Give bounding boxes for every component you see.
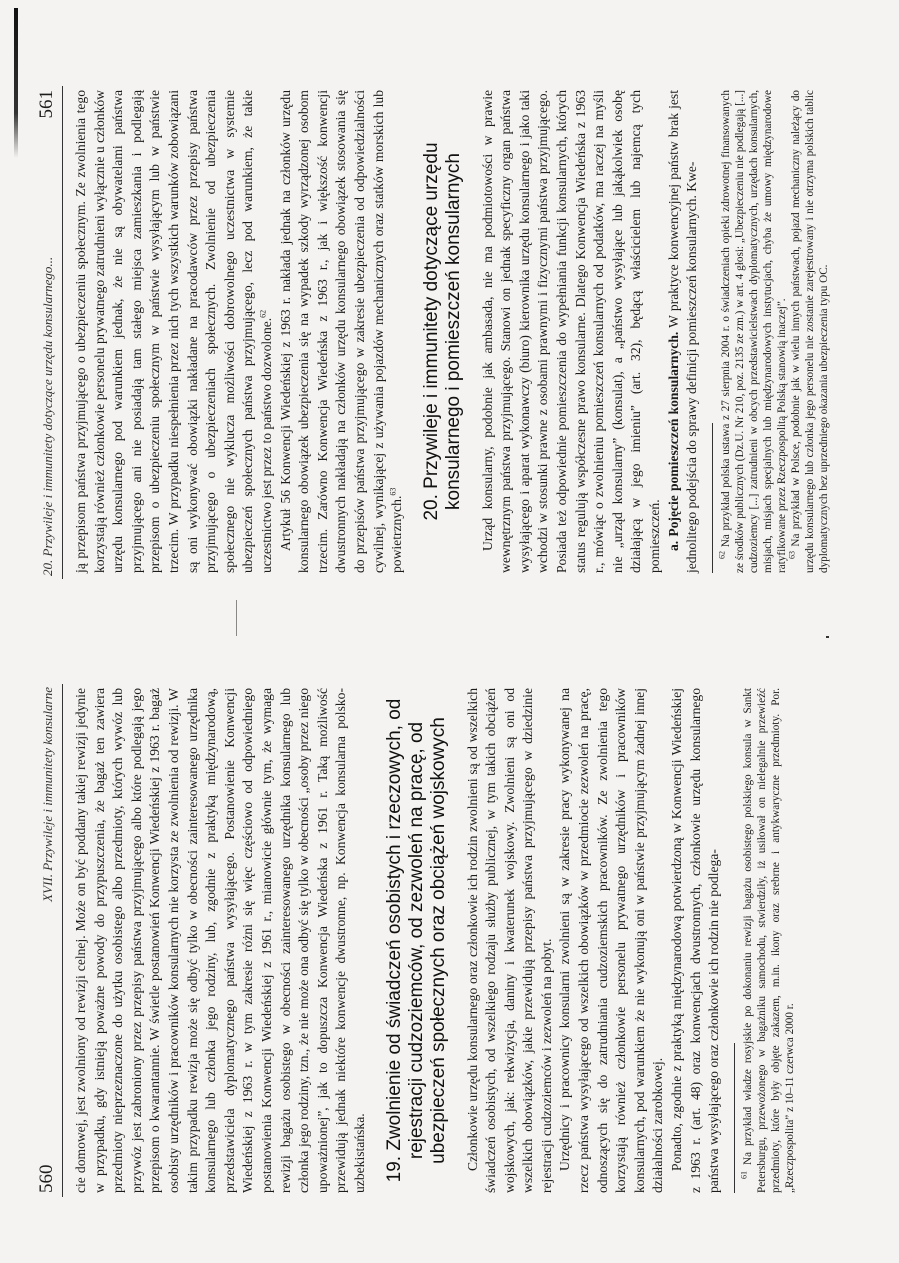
footnote-63 xyxy=(789,90,831,573)
section-19-paragraph-1: Członkowie urzędu konsularnego oraz członkowie ich rodzin zwolnieni są od wszelkich świadczeń osobistych, od wszelkiego rodzaju służby publicznej, w tym takich obciążeń wojskowych, jak: rekwizycja, daniny i kwaterunek wojskowy. Zwolnieni są oni od wszelkich obowiązków, jakie przewidują przepisy państwa przyjmującego w dziedzinie rejestracji cudzoziemców i zezwoleń na pobyt. xyxy=(464,688,554,1193)
left-continuation-text: cie domowej, jest zwolniony od rewizji celnej. Może on być poddany takiej rewizji jedynie w przypadku, gdy istnieją poważne powody do przypuszczenia, że bagaż ten zawiera przedmioty nieprzeznaczone do użytku osobistego albo przedmioty, których wywóz lub przywóz jest zabroniony przez przepisy państwa przyjmującego albo które podlegają jego przepisom o kwarantannie. W świetle postanowień Konwencji Wiedeńskiej z 1963 r. bagaż osobisty urzędników i pracowników konsularnych nie korzysta ze zwolnienia od rewizji. W takim przypadku rewizja może się odbyć tylko w obecności zainteresowanego urzędnika konsularnego lub członka jego rodziny, lub, zgodnie z praktyką międzynarodową, przedstawiciela dyplomatycznego państwa wysyłającego. Postanowienie Konwencji Wiedeńskiej z 1963 r. w tym zakresie różni się więc częściowo od odpowiedniego postanowienia Konwencji Wiedeńskiej z 1961 r., mianowicie głównie tym, że wymaga rewizji bagażu osobistego w obecności zainteresowanego urzędnika konsularnego lub członka jego rodziny, tzn., że nie może ona odbyć się tylko w obecności „osoby przez niego upoważnionej”, jak to dopuszcza Konwencja Wiedeńska z 1961 r. Taką możliwość przewidują jednak niektóre konwencje dwustronne, np. Konwencja konsularna polsko-uzbekistańska. xyxy=(73,688,367,1193)
right-page-number: 561 xyxy=(36,90,57,119)
section-19-paragraph-3: Ponadto, zgodnie z praktyką międzynarodową potwierdzoną w Konwencji Wiedeńskiej z 1963 r. (art. 48) oraz konwencjach dwustronnych, członkowie urzędu konsularnego państwa wysyłającego oraz członkowie ich rodzin nie podlega- xyxy=(669,688,722,1193)
left-running-head xyxy=(38,632,57,1263)
footnote-62-text: Na przykład polska ustawa z 27 sierpnia 2004 r. o świadczeniach opieki zdrowotnej finansowanych ze środków publicznych (Dz.U. Nr 210, poz. 2135 ze zm.) w art. 4 głosi: „Ubezpieczeniu nie podlegają [...] cudzoziemcy [...] zatrudnieni w obcych przedstawicielstwach dyplomatycznych, urzędach konsularnych, misjach, misjach specjalnych lub międzynarodowych instytucjach, chyba że umowy międzynarodowe ratyfikowane przez Rzeczpospolitą Polską stanowią inaczej”. xyxy=(719,89,788,573)
subsection-a-text: W praktyce konwencyjnej państw brak jest jednolitego podejścia do sprawy definicji pomieszczeń konsularnych. Kwe- xyxy=(665,89,700,573)
footnote-ref-63: 63 xyxy=(388,487,398,496)
left-footnote-text: Na przykład władze rosyjskie po dokonaniu rewizji bagażu osobistego polskiego konsula w Sankt Petersburgu, przewożonego w bagażniku samochodu, stwierdziły, iż usiłował on nielegalnie przewieźć przedmioty, które były objęte zakazem, m.in. ikony oraz srebrne i antykwaryczne przedmioty. Por. „Rzeczpospolita” z 10–11 czerwca 2000 r. xyxy=(741,688,796,1193)
right-header-rule xyxy=(62,86,63,579)
right-page xyxy=(0,0,899,631)
left-header-rule xyxy=(62,684,63,1197)
article-56-paragraph xyxy=(277,90,407,573)
left-footnote-separator xyxy=(734,1043,735,1193)
footnote-63-marker: 63 xyxy=(787,551,797,559)
right-running-head xyxy=(38,0,57,631)
section-19-paragraph-2: Urzędnicy i pracownicy konsularni zwolnieni są w zakresie pracy wykonywanej na rzecz państwa wysyłającego od wszelkich obowiązków w przedmiocie zezwoleń na pracę, odnoszących się do zatrudniania cudzoziemskich pracowników. Ze zwolnienia tego korzystają również członkowie personelu prywatnego urzędników i pracowników konsularnych, pod warunkiem że nie wykonują oni w państwie przyjmującym żadnej innej działalności zarobkowej. xyxy=(557,688,666,1193)
footnote-ref-62: 62 xyxy=(258,309,268,318)
left-footnote xyxy=(741,688,797,1193)
right-running-title: 20. Przywileje i immunitety dotyczące urzędu konsularnego... xyxy=(40,256,55,576)
footnote-62-marker: 62 xyxy=(717,551,727,559)
subsection-a-label: a. Pojęcie pomieszczeń konsularnych. xyxy=(665,331,681,551)
right-continuation-text: ją przepisom państwa przyjmującego o ubezpieczeniu społecznym. Ze zwolnienia tego korzystają również członkowie personelu prywatnego zatrudnieni wyłącznie u członków urzędu konsularnego pod warunkiem jednak, że nie są obywatelami państwa przyjmującego ani nie posiadają tam stałego miejsca zamieszkania i podlegają przepisom o ubezpieczeniu społecznym w państwie wysyłającym lub w państwie trzecim. W przypadku niespełnienia przez nich tych wszystkich warunków zobowiązani są oni wykonywać obowiązki nakładane na pracodawców przez przepisy państwa przyjmującego o ubezpieczeniach społecznych. Zwolnienie od ubezpieczenia społecznego nie wyklucza możliwości dobrowolnego uczestnictwa w systemie ubezpieczeń społecznych państwa przyjmującego, lecz pod warunkiem, że takie uczestnictwo jest przez to państwo dozwolone. xyxy=(73,90,274,573)
footnote-63-text: Na przykład w Polsce, podobnie jak w wielu innych państwach, pojazd mechaniczny należący do urzędu konsularnego lub członka jego personelu nie zostanie zarejestrowany i nie otrzyma polskich tablic dyplomatycznych bez uprzedniego okazania ubezpieczenia typu OC. xyxy=(789,89,830,573)
footnote-62 xyxy=(719,90,789,573)
left-footnote-marker: 61 xyxy=(739,1171,749,1179)
right-footnote-separator xyxy=(712,423,713,573)
left-page-number: 560 xyxy=(36,1164,57,1193)
left-page xyxy=(0,632,899,1263)
right-continuation-paragraph xyxy=(72,90,277,573)
section-19-heading: 19. Zwolnienie od świadczeń osobistych i rzeczowych, od rejestracji cudzoziemców, od zezwoleń na pracę, od ubezpieczeń społecznych oraz obciążeń wojskowych xyxy=(383,698,449,1183)
right-body xyxy=(72,90,831,573)
left-running-title: XVII. Przywileje i immunitety konsularne xyxy=(40,687,55,902)
section-20-paragraph: Urząd konsularny, podobnie jak ambasada, nie ma podmiotowości w prawie wewnętrznym państwa przyjmującego. Stanowi on jednak specyficzny organ państwa wysyłającego i aparat wykonawczy (biuro) kierownika urzędu konsularnego i jako taki wchodzi w stosunki prawne z osobami prawnymi i fizycznymi państwa przyjmującego. Posiada też odpowiednie pomieszczenia do wypełniania funkcji konsularnych, których status regulują współczesne prawo konsularne. Dlatego Konwencja Wiedeńska z 1963 r., mówiąc o zwolnieniu pomieszczeń konsularnych od podatków, ma raczej na myśli nie „urząd konsularny” (konsulat), a „państwo wysyłające lub jakąkolwiek osobę działającą w jego imieniu” (art. 32), będącą właścicielem lub najemcą tych pomieszczeń. xyxy=(479,90,663,573)
section-20-heading: 20. Przywileje i immunitety dotyczące urzędu konsularnego i pomieszczeń konsularnych xyxy=(420,142,464,521)
subsection-a-paragraph xyxy=(665,90,702,573)
left-body xyxy=(72,688,797,1193)
article-56-text: Artykuł 56 Konwencji Wiedeńskiej z 1963 r. nakłada jednak na członków urzędu konsularnego obowiązek ubezpieczenia się na wypadek szkody wyrządzonej osobom trzecim. Zarówno Konwencja Wiedeńska z 1963 r., jak i większość konwencji dwustronnych nakładają na członków urzędu konsularnego obowiązek stosowania się do przepisów państwa przyjmującego w zakresie ubezpieczenia od odpowiedzialności cywilnej, wynikającej z używania pojazdów mechanicznych oraz statków morskich lub powietrznych. xyxy=(277,90,405,573)
left-continuation-paragraph xyxy=(72,688,370,1193)
